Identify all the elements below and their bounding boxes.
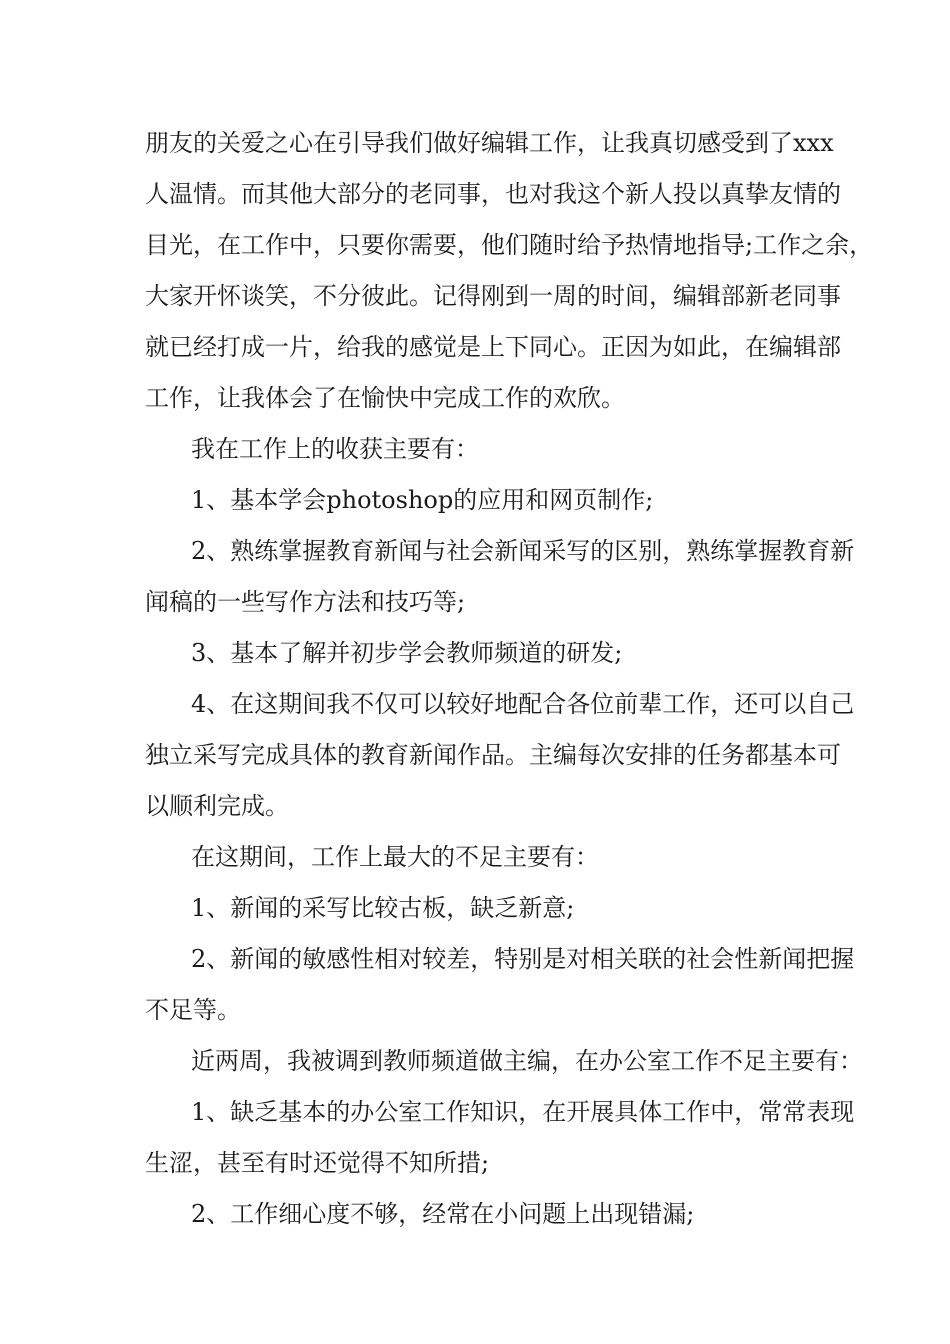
- text-line-21: 生涩，甚至有时还觉得不知所措;: [145, 1149, 490, 1177]
- text-line-8: 1、基本学会photoshop的应用和网页制作;: [191, 486, 654, 514]
- text-line-4: 大家开怀谈笑，不分彼此。记得刚到一周的时间，编辑部新老同事: [145, 282, 841, 310]
- text-line-5: 就已经打成一片，给我的感觉是上下同心。正因为如此，在编辑部: [145, 333, 841, 361]
- text-line-2: 人温情。而其他大部分的老同事，也对我这个新人投以真挚友情的: [145, 180, 841, 208]
- text-line-9: 2、熟练掌握教育新闻与社会新闻采写的区别，熟练掌握教育新: [191, 537, 855, 565]
- text-line-16: 1、新闻的采写比较古板，缺乏新意;: [191, 894, 575, 922]
- text-line-13: 独立采写完成具体的教育新闻作品。主编每次安排的任务都基本可: [145, 741, 841, 769]
- text-line-19: 近两周，我被调到教师频道做主编，在办公室工作不足主要有：: [191, 1047, 863, 1075]
- text-line-12: 4、在这期间我不仅可以较好地配合各位前辈工作，还可以自己: [191, 690, 855, 718]
- text-line-11: 3、基本了解并初步学会教师频道的研发;: [191, 639, 623, 667]
- document-body: [145, 118, 874, 1240]
- text-line-22: 2、工作细心度不够，经常在小问题上出现错漏;: [191, 1200, 695, 1228]
- text-line-6: 工作，让我体会了在愉快中完成工作的欢欣。: [145, 384, 625, 412]
- text-line-7: 我在工作上的收获主要有：: [191, 435, 479, 463]
- text-line-17: 2、新闻的敏感性相对较差，特别是对相关联的社会性新闻把握: [191, 945, 855, 973]
- text-line-3: 目光，在工作中，只要你需要，他们随时给予热情地指导;工作之余，: [145, 231, 874, 259]
- text-line-14: 以顺利完成。: [145, 792, 289, 820]
- text-line-10: 闻稿的一些写作方法和技巧等;: [145, 588, 466, 616]
- text-line-15: 在这期间，工作上最大的不足主要有：: [191, 843, 599, 871]
- text-line-18: 不足等。: [145, 996, 241, 1024]
- text-line-1: 朋友的关爱之心在引导我们做好编辑工作，让我真切感受到了xxx: [145, 129, 834, 157]
- text-line-20: 1、缺乏基本的办公室工作知识，在开展具体工作中，常常表现: [191, 1098, 855, 1126]
